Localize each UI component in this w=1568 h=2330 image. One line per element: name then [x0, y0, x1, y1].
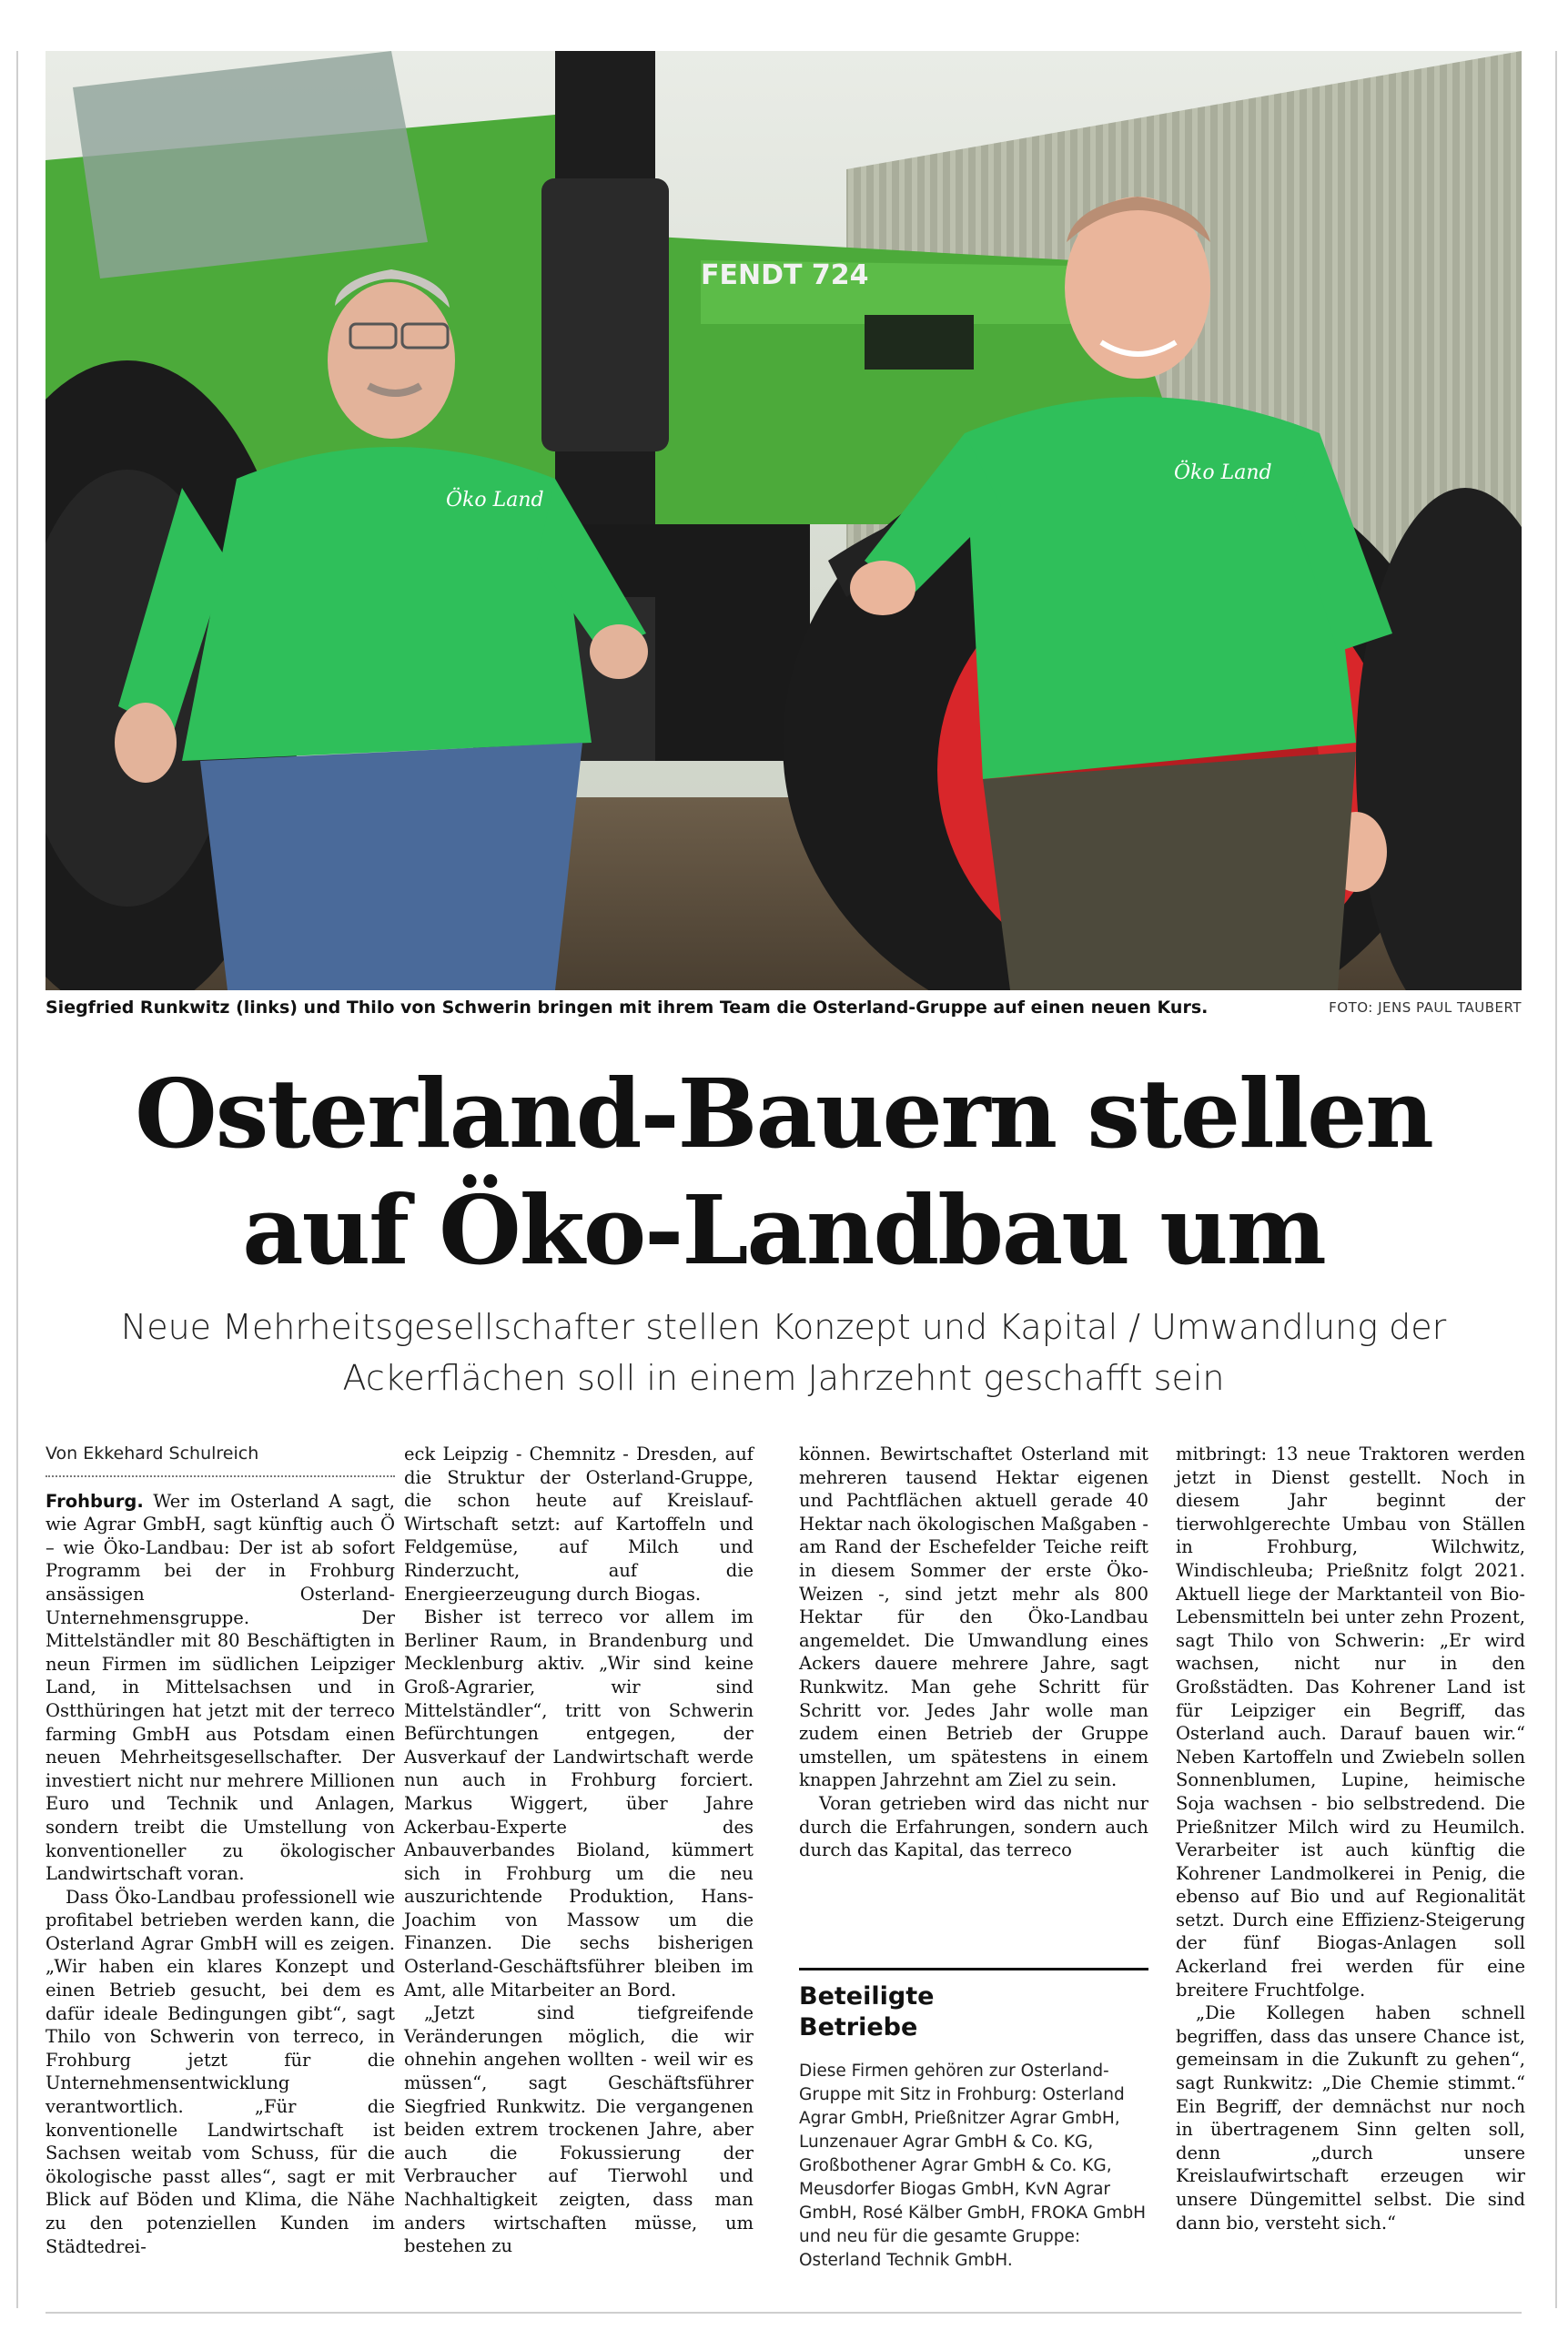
paragraph: Bisher ist terreco vor allem im Berliner Raum, in Brandenburg und Mecklenburg aktiv. „Wir sind keine Groß-Agrarier, wir sind Mittelständler“, tritt von Schwerin Befürchtungen entgegen, der Ausverkauf der Landwirtschaft werde nun auch in Frohburg forciert. Markus Wiggert, über Jahre Ackerbau-Experte des Anbauverbandes Bioland, kümmert sich in Frohburg um die neu auszurichtende Produktion, Hans-Joachim von Massow um die Finanzen. Die sechs bisherigen Osterland-Geschäftsführer bleiben im Amt, alle Mitarbeiter an Bord. [404, 1606, 754, 2001]
caption-text: Siegfried Runkwitz (links) und Thilo von Schwerin bringen mit ihrem Team die Osterland-Gruppe auf einen neuen Kurs. [46, 998, 1209, 1018]
subheadline-line-2: Ackerflächen soll in einem Jahrzehnt geschafft sein [342, 1358, 1225, 1398]
info-box [799, 1968, 1148, 2273]
info-box-title [799, 1981, 1148, 2043]
paragraph: können. Bewirtschaftet Osterland mit mehreren tausend Hektar eigenen und Pachtflächen aktuell gerade 40 Hektar nach ökologischen Maßgaben - am Rand der Eschefelder Teiche reift in diesem Sommer der erste Öko-Weizen -, sind jetzt mehr als 800 Hektar für den Öko-Landbau angemeldet. Die Umwandlung eines Ackers dauere mehrere Jahre, sagt Runkwitz. Man gehe Schritt für Schritt vor. Jedes Jahr wolle man zudem einen Betrieb der Gruppe umstellen, um spätestens in einem knappen Jahrzehnt am Ziel zu sein. [799, 1444, 1148, 1791]
article-column-2 [404, 1443, 754, 2258]
photo-credit: FOTO: JENS PAUL TAUBERT [1329, 999, 1522, 1016]
left-column-rule [16, 51, 18, 2308]
paragraph: „Die Kollegen haben schnell begriffen, dass das unsere Chance ist, gemeinsam in die Zukunft zu gehen“, sagt Runkwitz: „Die Chemie stimmt.“ Ein Begriff, der demnächst nur noch in übertragenem Sinn gelten soll, denn „durch unsere Kreislaufwirtschaft erzeugen wir unsere Düngemittel selbst. Die sind dann bio, versteht sich.“ [1176, 2002, 1525, 2234]
paragraph-text: Wer im Osterland A sagt, wie Agrar GmbH, sagt künftig auch Ö – wie Öko-Landbau: Der ist ab sofort Programm bei der in Frohburg ansässigen Osterland-Unternehmensgruppe. Der Mittelständler mit 80 Beschäftigten in neun Firmen im südlichen Leipziger Land, in Mittelsachsen und in Ostthüringen hat jetzt mit der terreco farming GmbH aus Potsdam einen neuen Mehrheitsgesellschafter. Der investiert nicht nur mehrere Millionen Euro und Technik und Anlagen, sondern treibt die Umstellung von konventioneller zu ökologischer Landwirtschaft voran. [46, 1490, 395, 1885]
headline [46, 1056, 1522, 1289]
headline-line-2: auf Öko-Landbau um [242, 1174, 1325, 1286]
photo-caption [46, 998, 1522, 1025]
article-photo [46, 51, 1522, 990]
paragraph: Dass Öko-Landbau professionell wie profitabel betrieben werden kann, die Osterland Agrar GmbH will es zeigen. „Wir haben ein klares Konzept und einen Betrieb gesucht, bei dem es dafür ideale Bedingungen gibt“, sagt Thilo von Schwerin von terreco, in Frohburg jetzt für die Unternehmensentwicklung verantwortlich. „Für die konventionelle Landwirtschaft ist Sachsen weitab vom Schuss, für die ökologische passt alles“, sagt er mit Blick auf Böden und Klima, die Nähe zu den potenziellen Kunden im Städtedrei- [46, 1886, 395, 2257]
info-box-body: Diese Firmen gehören zur Osterland-Gruppe mit Sitz in Frohburg: Osterland Agrar GmbH, Prießnitzer Agrar GmbH, Lunzenauer Agrar GmbH & Co. KG, Großbothener Agrar GmbH & Co. KG, Meusdorfer Biogas GmbH, KvN Agrar GmbH, Rosé Kälber GmbH, FROKA GmbH und neu für die gesamte Gruppe: Osterland Technik GmbH. [799, 2062, 1147, 2270]
info-box-title-line-2: Betriebe [799, 2013, 918, 2041]
subheadline-line-1: Neue Mehrheitsgesellschafter stellen Konzept und Kapital / Umwandlung der [120, 1307, 1447, 1347]
paragraph: eck Leipzig - Chemnitz - Dresden, auf die Struktur der Osterland-Gruppe, die schon heute auf Kreislauf-Wirtschaft setzt: auf Kartoffeln und Feldgemüse, auf Milch und Rinderzucht, auf die Energieerzeugung durch Biogas. [404, 1444, 754, 1605]
dateline: Frohburg. [46, 1490, 144, 1512]
paragraph [46, 1490, 395, 1886]
paragraph: Voran getrieben wird das nicht nur durch die Erfahrungen, sondern auch durch das Kapital, das terreco [799, 1792, 1148, 1861]
shirt-logo-right: Öko Land [1174, 461, 1272, 484]
paragraph: mitbringt: 13 neue Traktoren werden jetzt in Dienst gestellt. Noch in diesem Jahr beginnt der tierwohlgerechte Umbau von Ställen in Frohburg, Wilchwitz, Windischleuba; Prießnitz folgt 2021. Aktuell liege der Marktanteil von Bio-Lebensmitteln bei unter zehn Prozent, sagt Thilo von Schwerin: „Er wird wachsen, nicht nur in den Großstädten. Das Kohrener Land ist für Leipziger ein Begriff, das Osterland auch. Darauf bauen wir.“ Neben Kartoffeln und Zwiebeln sollen Sonnenblumen, Lupine, heimische Soja wachsen - bio selbstredend. Die Prießnitzer Milch wird zu Heumilch. Verarbeiter ist auch künftig die Kohrener Landmolkerei in Penig, die ebenso auf Bio und auf Regionalität setzt. Durch eine Effizienz-Steigerung der fünf Biogas-Anlagen soll Ackerland frei werden für eine breitere Fruchtfolge. [1176, 1444, 1525, 2001]
article-column-1 [46, 1443, 395, 2258]
article-column-4 [1176, 1443, 1525, 2234]
right-column-rule [1555, 51, 1557, 2308]
article-column-3 [799, 1443, 1148, 1862]
byline: Von Ekkehard Schulreich [46, 1443, 395, 1477]
info-box-title-line-1: Beteiligte [799, 1982, 935, 2011]
paragraph: „Jetzt sind tiefgreifende Veränderungen möglich, die wir ohnehin angehen wollten - weil wir es müssen“, sagt Geschäftsführer Siegfried Runkwitz. Die vergangenen beiden extrem trockenen Jahre, aber auch die Fokussierung der Verbraucher auf Tierwohl und Nachhaltigkeit zeigten, dass man anders wirtschaften müsse, um bestehen zu [404, 2002, 754, 2257]
tractor-label: FENDT 724 [701, 259, 869, 291]
shirt-logo-left: Öko Land [446, 489, 544, 512]
subheadline [46, 1302, 1522, 1403]
headline-line-1: Osterland-Bauern stellen [135, 1058, 1432, 1170]
bottom-rule [46, 2312, 1522, 2314]
